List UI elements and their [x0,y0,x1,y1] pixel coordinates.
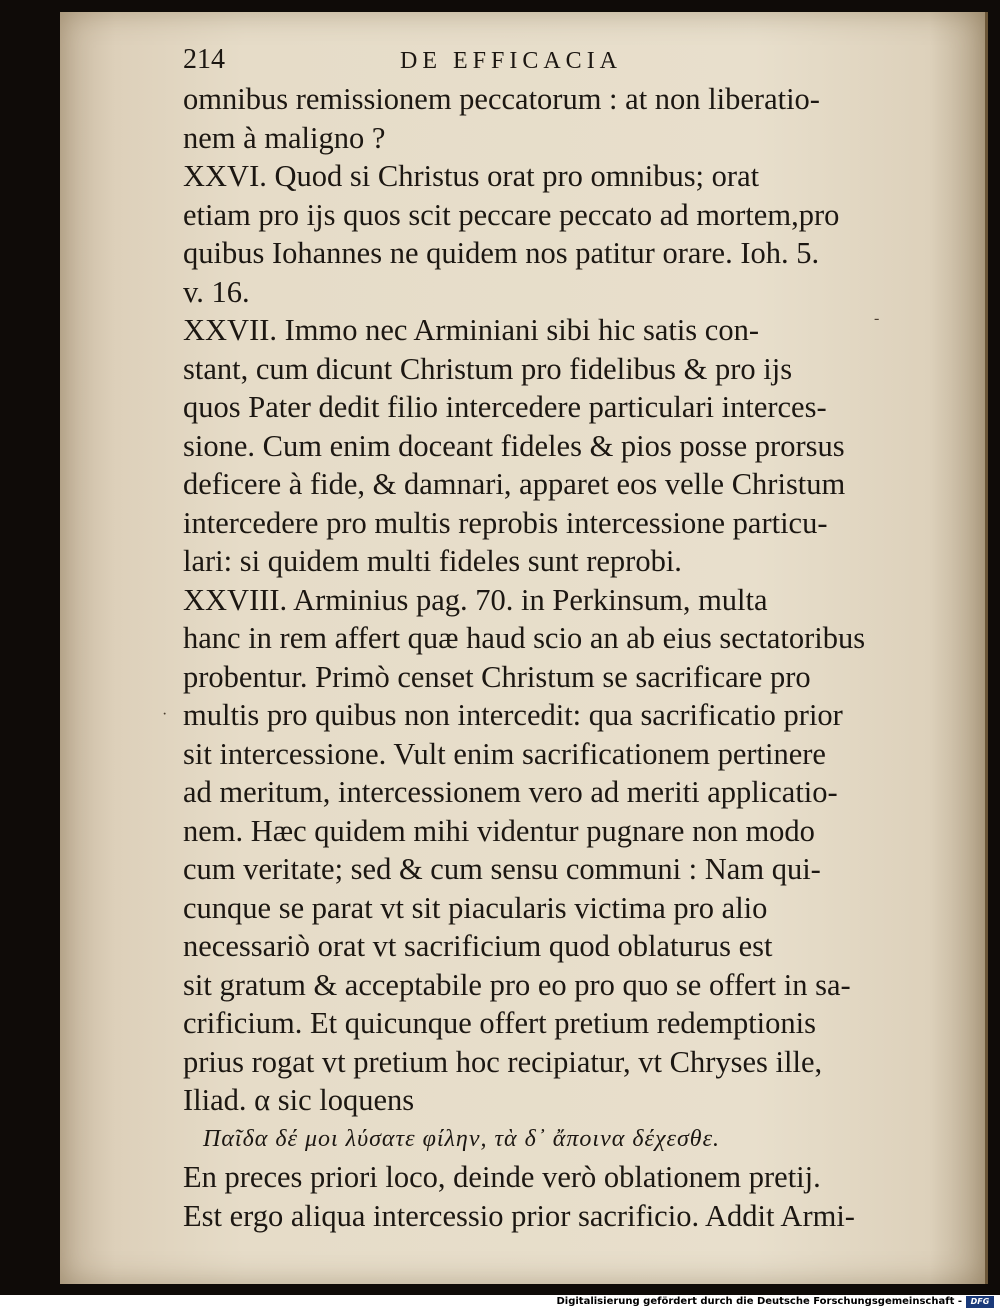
digitization-footer [0,1295,1000,1311]
text-line: etiam pro ijs quos scit peccare peccato ad mortem,pro [183,197,840,232]
footer-text: Digitalisierung gefördert durch die Deutsche Forschungsgemeinschaft - [556,1296,962,1307]
page-header [183,40,893,80]
text-line: crificium. Et quicunque offert pretium redemptionis [183,1006,816,1040]
text-line: stant, cum dicunt Christum pro fidelibus & pro ijs [183,351,793,386]
text-line: hanc in rem affert quæ haud scio an ab eius sectatoribus [183,621,866,655]
text-line: multis pro quibus non intercedit: qua sacrificatio prior [183,698,843,732]
margin-mark: · [162,706,168,723]
running-head: DE EFFICACIA [400,48,623,74]
text-line: nem à maligno ? [183,120,386,155]
text-line: prius rogat vt pretium hoc recipiatur, vt Chryses ille, [183,1044,823,1079]
margin-mark: - [874,310,880,327]
greek-quotation: Παῖδα δέ μοι λύσατε φίλην, τὰ δ᾽ ἄποινα δέχεσθε. [203,1125,721,1152]
text-line: En preces priori loco, deinde verò oblationem pretij. [183,1160,821,1194]
text-line: Est ergo aliqua intercessio prior sacrificio. Addit Armi- [183,1198,855,1233]
page-number: 214 [183,44,225,75]
body-text [183,80,893,1120]
text-line: v. 16. [183,274,250,309]
text-line: XXVII. Immo nec Arminiani sibi hic satis con- [183,313,760,347]
text-line: sione. Cum enim doceant fideles & pios posse prorsus [183,428,845,463]
text-line: quos Pater dedit filio intercedere particulari interces- [183,390,827,424]
text-line: cum veritate; sed & cum sensu communi : Nam qui- [183,852,821,886]
dfg-logo-icon: DFG [966,1296,994,1308]
page-text [183,40,893,1235]
text-line: XXVIII. Arminius pag. 70. in Perkinsum, multa [183,582,768,617]
text-line: sit intercessione. Vult enim sacrificationem pertinere [183,736,826,771]
text-line: ad meritum, intercessionem vero ad meriti applicatio- [183,775,838,809]
text-line: sit gratum & acceptabile pro eo pro quo se offert in sa- [183,967,851,1002]
text-line: Iliad. α sic loquens [183,1083,415,1117]
text-line: probentur. Primò censet Christum se sacrificare pro [183,659,811,694]
text-line: XXVI. Quod si Christus orat pro omnibus; orat [183,159,760,193]
text-line: necessariò orat vt sacrificium quod oblaturus est [183,929,773,963]
text-line: deficere à fide, & damnari, apparet eos velle Christum [183,467,846,501]
text-line: intercedere pro multis reprobis intercessione particu- [183,505,828,540]
text-line: quibus Iohannes ne quidem nos patitur orare. Ioh. 5. [183,236,820,270]
text-line: lari: si quidem multi fideles sunt reprobi. [183,544,682,578]
body-text-continued [183,1158,893,1235]
text-line: nem. Hæc quidem mihi videntur pugnare non modo [183,813,815,848]
text-line: omnibus remissionem peccatorum : at non liberatio- [183,82,820,116]
text-line: cunque se parat vt sit piacularis victima pro alio [183,890,768,925]
